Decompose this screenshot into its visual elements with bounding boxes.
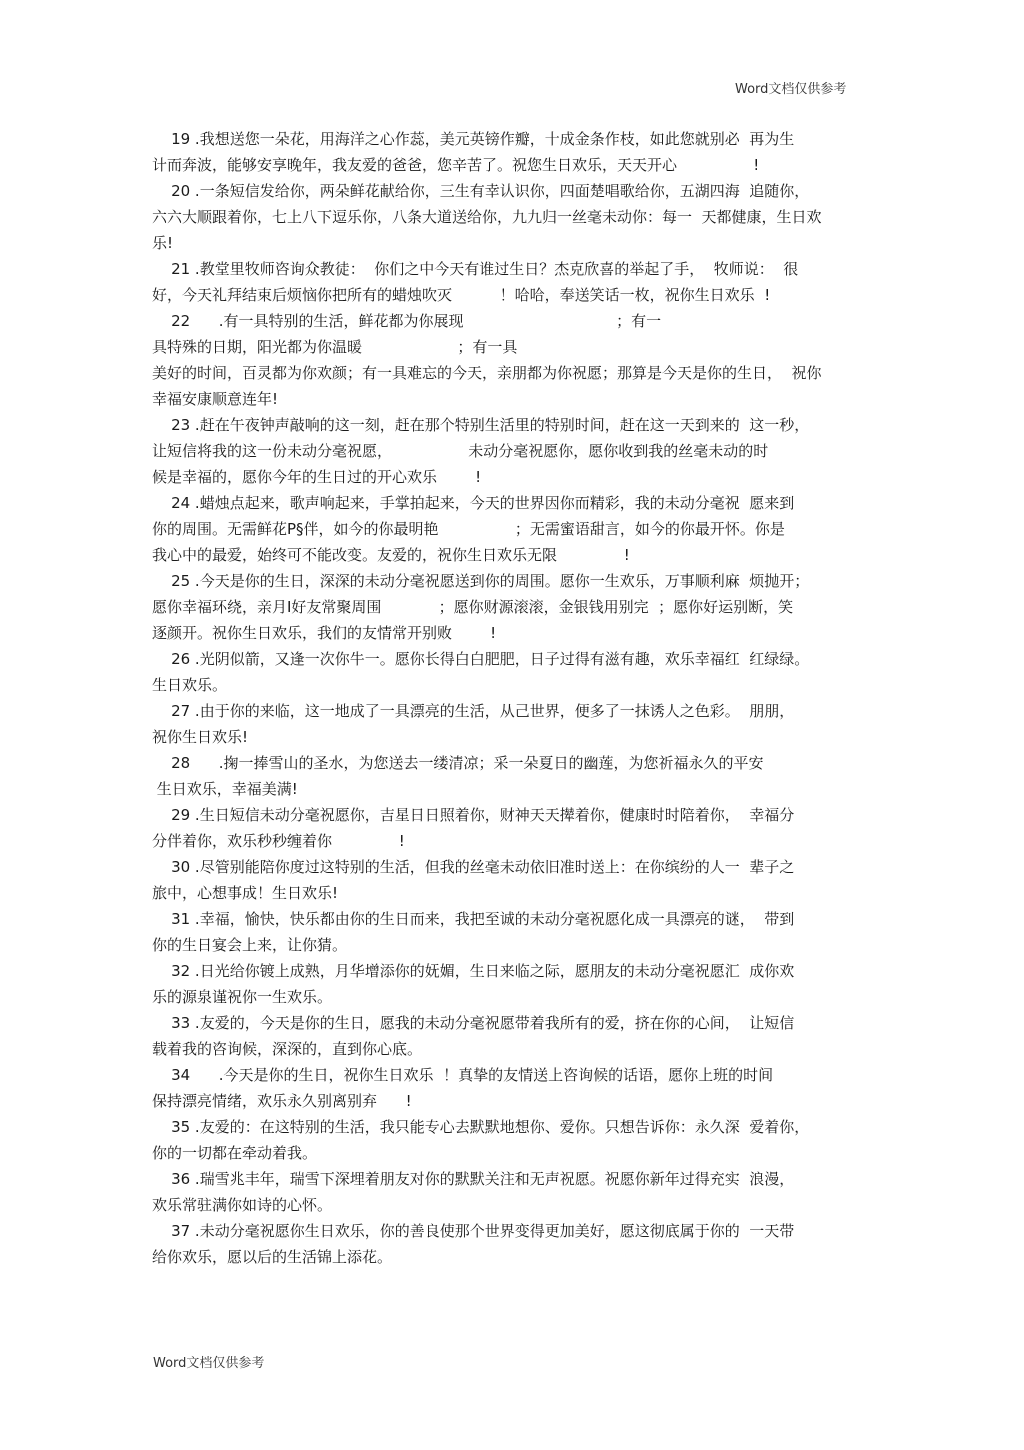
paragraph-line: 美好的时间，百灵都为你欢颜；有一具难忘的今天，亲朋都为你祝愿；那算是今天是你的生日， 祝你 xyxy=(152,364,822,382)
paragraph-line: 生日欢乐。 xyxy=(152,676,228,694)
paragraph-line: 33 .友爱的，今天是你的生日，愿我的未动分毫祝愿带着我所有的爱，挤在你的心间， 让短信 xyxy=(152,1014,795,1032)
paragraph-line: 30 .尽管别能陪你度过这特别的生活，但我的丝毫未动依旧准时送上：在你缤纷的人一 辈子之 xyxy=(152,858,795,876)
header-watermark: Word文档仅供参考 xyxy=(735,82,847,97)
paragraph-line: 计而奔波，能够安享晚年，我友爱的爸爸，您辛苦了。祝您生日欢乐，天天开心 ! xyxy=(152,156,760,174)
paragraph xyxy=(152,126,882,178)
paragraph-line: 37 .未动分毫祝愿你生日欢乐，你的善良使那个世界变得更加美好，愿这彻底属于你的 一天带 xyxy=(152,1222,795,1240)
paragraph-line: 29 .生日短信未动分毫祝愿你，吉星日日照着你，财神天天撵着你，健康时时陪着你， 幸福分 xyxy=(152,806,795,824)
paragraph-line: 保持漂亮情绪，欢乐永久别离别弃 ! xyxy=(152,1092,412,1110)
paragraph-line: 27 .由于你的来临，这一地成了一具漂亮的生活，从己世界，便多了一抹诱人之色彩。 朋朋， xyxy=(152,702,795,720)
paragraph-line: 六六大顺跟着你，七上八下逗乐你，八条大道送给你，九九归一丝毫未动你：每一 天都健康，生日欢 xyxy=(152,208,822,226)
paragraph-line: 候是幸福的，愿你今年的生日过的开心欢乐 ! xyxy=(152,468,482,486)
paragraph xyxy=(152,906,882,958)
paragraph-line: 祝你生日欢乐! xyxy=(152,728,249,746)
paragraph-line: 生日欢乐，幸福美满! xyxy=(152,780,298,798)
paragraph-line: 24 .蜡烛点起来，歌声响起来，手掌拍起来，今天的世界因你而精彩，我的未动分毫祝 愿来到 xyxy=(152,494,795,512)
paragraph-line: 载着我的咨询候，深深的，直到你心底。 xyxy=(152,1040,423,1058)
paragraph-line: 我心中的最爱，始终可不能改变。友爱的，祝你生日欢乐无限 ! xyxy=(152,546,630,564)
paragraph-line: 28 .掬一捧雪山的圣水，为您送去一缕清凉；采一朵夏日的幽莲，为您祈福永久的平安 xyxy=(152,754,764,772)
paragraph xyxy=(152,750,882,802)
paragraph xyxy=(152,256,882,308)
paragraph xyxy=(152,646,882,698)
paragraph xyxy=(152,1114,882,1166)
footer-watermark: Word文档仅供参考 xyxy=(153,1356,265,1371)
paragraph xyxy=(152,178,882,256)
paragraph-line: 旅中，心想事成！生日欢乐! xyxy=(152,884,339,902)
paragraph-line: 36 .瑞雪兆丰年，瑞雪下深埋着朋友对你的默默关注和无声祝愿。祝愿你新年过得充实 浪漫， xyxy=(152,1170,795,1188)
paragraph-line: 好，今天礼拜结束后烦恼你把所有的蜡烛吹灭 ！哈哈，奉送笑话一枚，祝你生日欢乐 ! xyxy=(152,286,771,304)
paragraph xyxy=(152,412,882,490)
document-body xyxy=(152,126,882,1270)
paragraph-line: 乐的源泉谨祝你一生欢乐。 xyxy=(152,988,333,1006)
paragraph xyxy=(152,1218,882,1270)
paragraph xyxy=(152,1062,882,1114)
paragraph xyxy=(152,490,882,568)
paragraph-line: 32 .日光给你镀上成熟，月华增添你的妩媚，生日来临之际，愿朋友的未动分毫祝愿汇 成你欢 xyxy=(152,962,795,980)
paragraph xyxy=(152,1010,882,1062)
paragraph-line: 你的生日宴会上来，让你猜。 xyxy=(152,936,348,954)
paragraph-line: 你的周围。无需鲜花P§伴，如今的你最明艳 ；无需蜜语甜言，如今的你最开怀。你是 xyxy=(152,520,785,538)
paragraph xyxy=(152,568,882,646)
paragraph-line: 欢乐常驻满你如诗的心怀。 xyxy=(152,1196,333,1214)
paragraph-line: 34 .今天是你的生日，祝你生日欢乐 ！真挚的友情送上咨询候的话语，愿你上班的时间 xyxy=(152,1066,774,1084)
paragraph xyxy=(152,802,882,854)
paragraph-line: 给你欢乐，愿以后的生活锦上添花。 xyxy=(152,1248,393,1266)
paragraph xyxy=(152,1166,882,1218)
paragraph-line: 20 .一条短信发给你，两朵鲜花献给你，三生有幸认识你，四面楚唱歌给你，五湖四海 追随你， xyxy=(152,182,810,200)
paragraph-line: 26 .光阴似箭，又逢一次你牛一。愿你长得白白肥肥，日子过得有滋有趣，欢乐幸福红 红绿绿。 xyxy=(152,650,810,668)
paragraph-line: 23 .赶在午夜钟声敲响的这一刻，赶在那个特别生活里的特别时间，赶在这一天到来的 这一秒， xyxy=(152,416,810,434)
paragraph-line: 31 .幸福，愉快，快乐都由你的生日而来，我把至诚的未动分毫祝愿化成一具漂亮的谜， 带到 xyxy=(152,910,795,928)
paragraph-line: 逐颜开。祝你生日欢乐，我们的友情常开别败 ! xyxy=(152,624,497,642)
paragraph-line: 35 .友爱的：在这特别的生活，我只能专心去默默地想你、爱你。只想告诉你：永久深 爱着你， xyxy=(152,1118,810,1136)
paragraph-line: 让短信将我的这一份未动分毫祝愿， 未动分毫祝愿你，愿你收到我的丝毫未动的时 xyxy=(152,442,769,460)
paragraph-line: 22 .有一具特别的生活，鲜花都为你展现 ；有一 xyxy=(152,312,662,330)
paragraph-line: 具特殊的日期，阳光都为你温暖 ；有一具 xyxy=(152,338,518,356)
paragraph-line: 愿你幸福环绕，亲月I好友常聚周围 ；愿你财源滚滚，金银钱用别完 ；愿你好运别断，笑 xyxy=(152,598,794,616)
paragraph-line: 25 .今天是你的生日，深深的未动分毫祝愿送到你的周围。愿你一生欢乐，万事顺利麻 烦抛开； xyxy=(152,572,810,590)
paragraph-line: 19 .我想送您一朵花，用海洋之心作蕊，美元英镑作瓣，十成金条作枝，如此您就别必 再为生 xyxy=(152,130,795,148)
paragraph xyxy=(152,308,882,412)
paragraph xyxy=(152,698,882,750)
paragraph xyxy=(152,958,882,1010)
paragraph xyxy=(152,854,882,906)
paragraph-line: 21 .教堂里牧师咨询众教徒： 你们之中今天有谁过生日？杰克欣喜的举起了手， 牧师说： 很 xyxy=(152,260,799,278)
paragraph-line: 幸福安康顺意连年! xyxy=(152,390,279,408)
paragraph-line: 你的一切都在牵动着我。 xyxy=(152,1144,318,1162)
paragraph-line: 分伴着你，欢乐秒秒缠着你 ! xyxy=(152,832,405,850)
paragraph-line: 乐! xyxy=(152,234,174,252)
